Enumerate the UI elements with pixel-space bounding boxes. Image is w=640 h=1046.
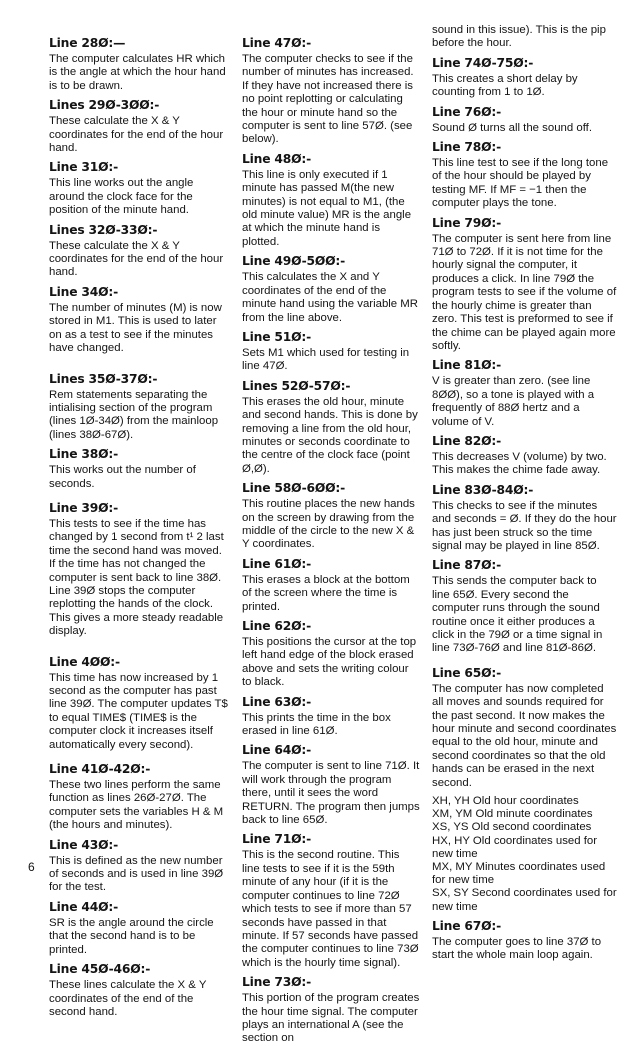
section-heading: Line 78Ø:- [432,140,502,155]
section-text: Rem statements separating the intialising section of the program (lines 1Ø-34Ø) from the mainloop (lines 38Ø-67Ø). [49,388,219,441]
section-line-740-750 [432,56,617,100]
section-heading: Line 71Ø:- [242,832,312,847]
section-text: The computer calculates HR which is the angle at which the hour hand is to be drawn. [49,53,226,92]
section-text: This decreases V (volume) by two. This makes the chime fade away. [432,450,607,477]
section-line-340 [49,285,230,356]
section-line-730 [242,975,420,1046]
section-text: This line test to see if the long tone of the hour should be played by testing MF. If MF = −1 then the computer plays the tone. [432,157,609,210]
coordinate-item: XH, YH Old hour coordinates [432,795,579,808]
section-line-830-840 [432,483,617,554]
column-3 [432,24,617,963]
section-text: These two lines perform the same function as lines 26Ø-27Ø. The computer sets the variables H & M (the hours and minutes). [49,779,224,832]
section-heading: Line 31Ø:- [49,160,119,175]
section-heading: Line 34Ø:- [49,284,119,299]
section-heading: Line 76Ø:- [432,104,502,119]
section-heading: Line 48Ø:- [242,151,312,166]
section-line-760 [432,105,617,135]
section-heading: Line 38Ø:- [49,447,119,462]
section-line-440 [49,900,230,957]
section-heading: Line 45Ø-46Ø:- [49,962,151,977]
section-line-820 [432,434,617,478]
section-heading: Line 67Ø:- [432,918,502,933]
section-text: This is defined as the new number of seconds and is used in line 39Ø for the test. [49,854,224,894]
section-text: Sets M1 which used for testing in line 47Ø. [242,346,410,373]
section-heading: Line 39Ø:- [49,500,119,515]
section-line-710 [242,832,420,970]
section-text: Sound Ø turns all the sound off. [432,121,592,134]
section-text: This creates a short delay by counting from 1 to 1Ø. [432,72,578,99]
section-heading: Line 47Ø:- [242,36,312,50]
section-line-650 [432,666,617,790]
section-line-430 [49,838,230,895]
section-line-490-500 [242,254,420,325]
section-text: The computer goes to line 37Ø to start the whole main loop again. [432,935,602,962]
section-line-470 [242,36,420,147]
section-text: This works out the number of seconds. [49,464,196,490]
coordinate-variable-list [432,795,617,914]
section-text: This erases a block at the bottom of the screen where the time is printed. [242,573,410,613]
section-heading: Line 79Ø:- [432,215,502,230]
section-heading: Lines 32Ø-33Ø:- [49,222,158,237]
section-heading: Line 73Ø:- [242,975,312,990]
section-heading: Line 51Ø:- [242,329,312,344]
section-text: The computer is sent here from line 71Ø to 72Ø. If it is not time for the hourly signal the computer, it produces a click. In line 79Ø the program tests to see if the volume of the hourly chime is greater than zero. This test is preformed to see if the chime can be played again more softly. [432,232,617,352]
section-lines-350-370 [49,372,230,443]
section-heading: Line 74Ø-75Ø:- [432,55,534,70]
section-heading: Line 65Ø:- [432,665,502,680]
coordinate-item: SX, SY Second coordinates used for new time [432,887,617,913]
section-heading: Lines 35Ø-37Ø:- [49,371,158,386]
section-text: This is the second routine. This line tests to see if it is the 59th minute of any hour (if it is the computer continues to line 72Ø which tests to see if more than 57 seconds have passed in that minute. If 57 seconds have passed the computer continues to line 73Ø which is the hourly time signal). [242,849,419,969]
section-text: This line is only executed if 1 minute has passed M(the new minutes) is not equal to M1, (the old minute value) MR is the angle at which the minute hand is plotted. [242,168,412,248]
section-heading: Lines 52Ø-57Ø:- [242,378,351,393]
coordinate-item: XM, YM Old minute coordinates [432,808,593,821]
column-1 [49,36,230,1019]
coordinate-item: MX, MY Minutes coordinates used for new time [432,861,606,887]
section-heading: Line 82Ø:- [432,433,502,448]
section-text: sound in this issue). This is the pip before the hour. [432,24,606,50]
section-heading: Lines 29Ø-3ØØ:- [49,98,160,113]
section-heading: Line 43Ø:- [49,837,119,852]
section-line-620 [242,619,420,690]
section-text: The computer is sent to line 71Ø. It will work through the program there, until it sees the word RETURN. The program then jumps back to line 65Ø. [242,760,420,827]
section-heading: Line 81Ø:- [432,358,502,373]
section-text: This time has now increased by 1 second as the computer has past line 39Ø. The computer updates T$ to equal TIME$ (TIME$ is the computer clock it increases itself automatically every second). [49,671,228,751]
section-line-780 [432,140,617,211]
section-line-610 [242,557,420,614]
section-line-580-600 [242,481,420,552]
section-line-810 [432,358,617,429]
section-text: The number of minutes (M) is now stored in M1. This is used to later on as a test to see if the minutes have changed. [49,301,222,355]
section-text: These calculate the X & Y coordinates for the end of the hour hand. [49,239,224,279]
section-text: This sends the computer back to line 65Ø. Every second the computer runs through the sound routine once it either produces a click in the 79Ø or a time signal in line 73Ø-76Ø and line 81Ø-86Ø. [432,575,603,655]
section-heading: Line 64Ø:- [242,743,312,758]
page-number: 6 [28,860,35,874]
section-text: This line works out the angle around the clock face for the position of the minute hand. [49,177,194,217]
section-line-400 [49,655,230,752]
section-line-790 [432,216,617,354]
section-heading: Line 61Ø:- [242,556,312,571]
section-heading: Line 63Ø:- [242,694,312,709]
section-line-280 [49,36,230,93]
section-text: This checks to see if the minutes and seconds = Ø. If they do the hour has just been struck so the time signal may be played in line 85Ø. [432,499,617,552]
section-heading: Line 83Ø-84Ø:- [432,482,534,497]
section-text: This positions the cursor at the top left hand edge of the block erased above and sets the writing colour to black. [242,636,417,689]
section-line-670 [432,919,617,963]
section-heading: Line 44Ø:- [49,899,119,914]
section-text: This tests to see if the time has changed by 1 second from t¹ 2 last time the second hand was moved. If the time has not changed the computer is sent back to line 38Ø. Line 39Ø stops the computer replotting the hands of the clock. This gives a more steady readable display. [49,517,224,638]
section-heading: Line 49Ø-5ØØ:- [242,254,346,269]
section-line-380 [49,447,230,491]
section-text: This portion of the program creates the hour time signal. The computer plays an international A (see the section on [242,992,420,1045]
section-text: This prints the time in the box erased in line 61Ø. [242,711,391,738]
section-lines-520-570 [242,379,420,476]
section-line-870 [432,558,617,655]
section-line-480 [242,152,420,249]
section-text: This routine places the new hands on the screen by drawing from the middle of the circle to the new X & Y coordinates. [242,498,415,551]
section-heading: Line 28Ø:— [49,36,126,50]
section-line-630 [242,695,420,739]
section-line-390 [49,501,230,639]
section-continued [432,24,617,51]
section-line-410-420 [49,762,230,833]
section-heading: Line 41Ø-42Ø:- [49,762,151,777]
section-line-510 [242,330,420,374]
section-text: This calculates the X and Y coordinates of the end of the minute hand using the variable MR from the line above. [242,271,419,324]
section-text: These calculate the X & Y coordinates for the end of the hour hand. [49,115,224,155]
section-text: The computer has now completed all moves and sounds required for the past second. It now makes the hour minute and second coordinates equal to the old hour, minute and second coordinates so that the old hands can be erased in the next second. [432,682,617,789]
section-text: These lines calculate the X & Y coordinates of the end of the second hand. [49,979,207,1018]
section-line-310 [49,160,230,217]
section-text: This erases the old hour, minute and second hands. This is done by removing a line from the old hour, minutes or seconds coordinate to the centre of the clock face (point Ø,Ø). [242,395,418,475]
section-heading: Line 87Ø:- [432,558,502,573]
section-line-450-460 [49,962,230,1019]
column-2 [242,36,420,1046]
section-heading: Line 4ØØ:- [49,654,120,669]
section-lines-290-300 [49,98,230,155]
section-lines-320-330 [49,223,230,280]
section-heading: Line 58Ø-6ØØ:- [242,481,346,496]
section-text: The computer checks to see if the number of minutes has increased. If they have not increased there is no point replotting or calculating the hour or minute hand so the computer is sent to line 57Ø. (see below). [242,53,414,146]
section-heading: Line 62Ø:- [242,619,312,633]
section-line-640 [242,743,420,827]
coordinate-item: HX, HY Old coordinates used for new time [432,834,598,860]
section-text: V is greater than zero. (see line 8ØØ), so a tone is played with a frequently of 88Ø hertz and a volume of V. [432,375,595,428]
coordinate-item: XS, YS Old second coordinates [432,821,592,834]
section-text: SR is the angle around the circle that the second hand is to be printed. [49,916,214,956]
